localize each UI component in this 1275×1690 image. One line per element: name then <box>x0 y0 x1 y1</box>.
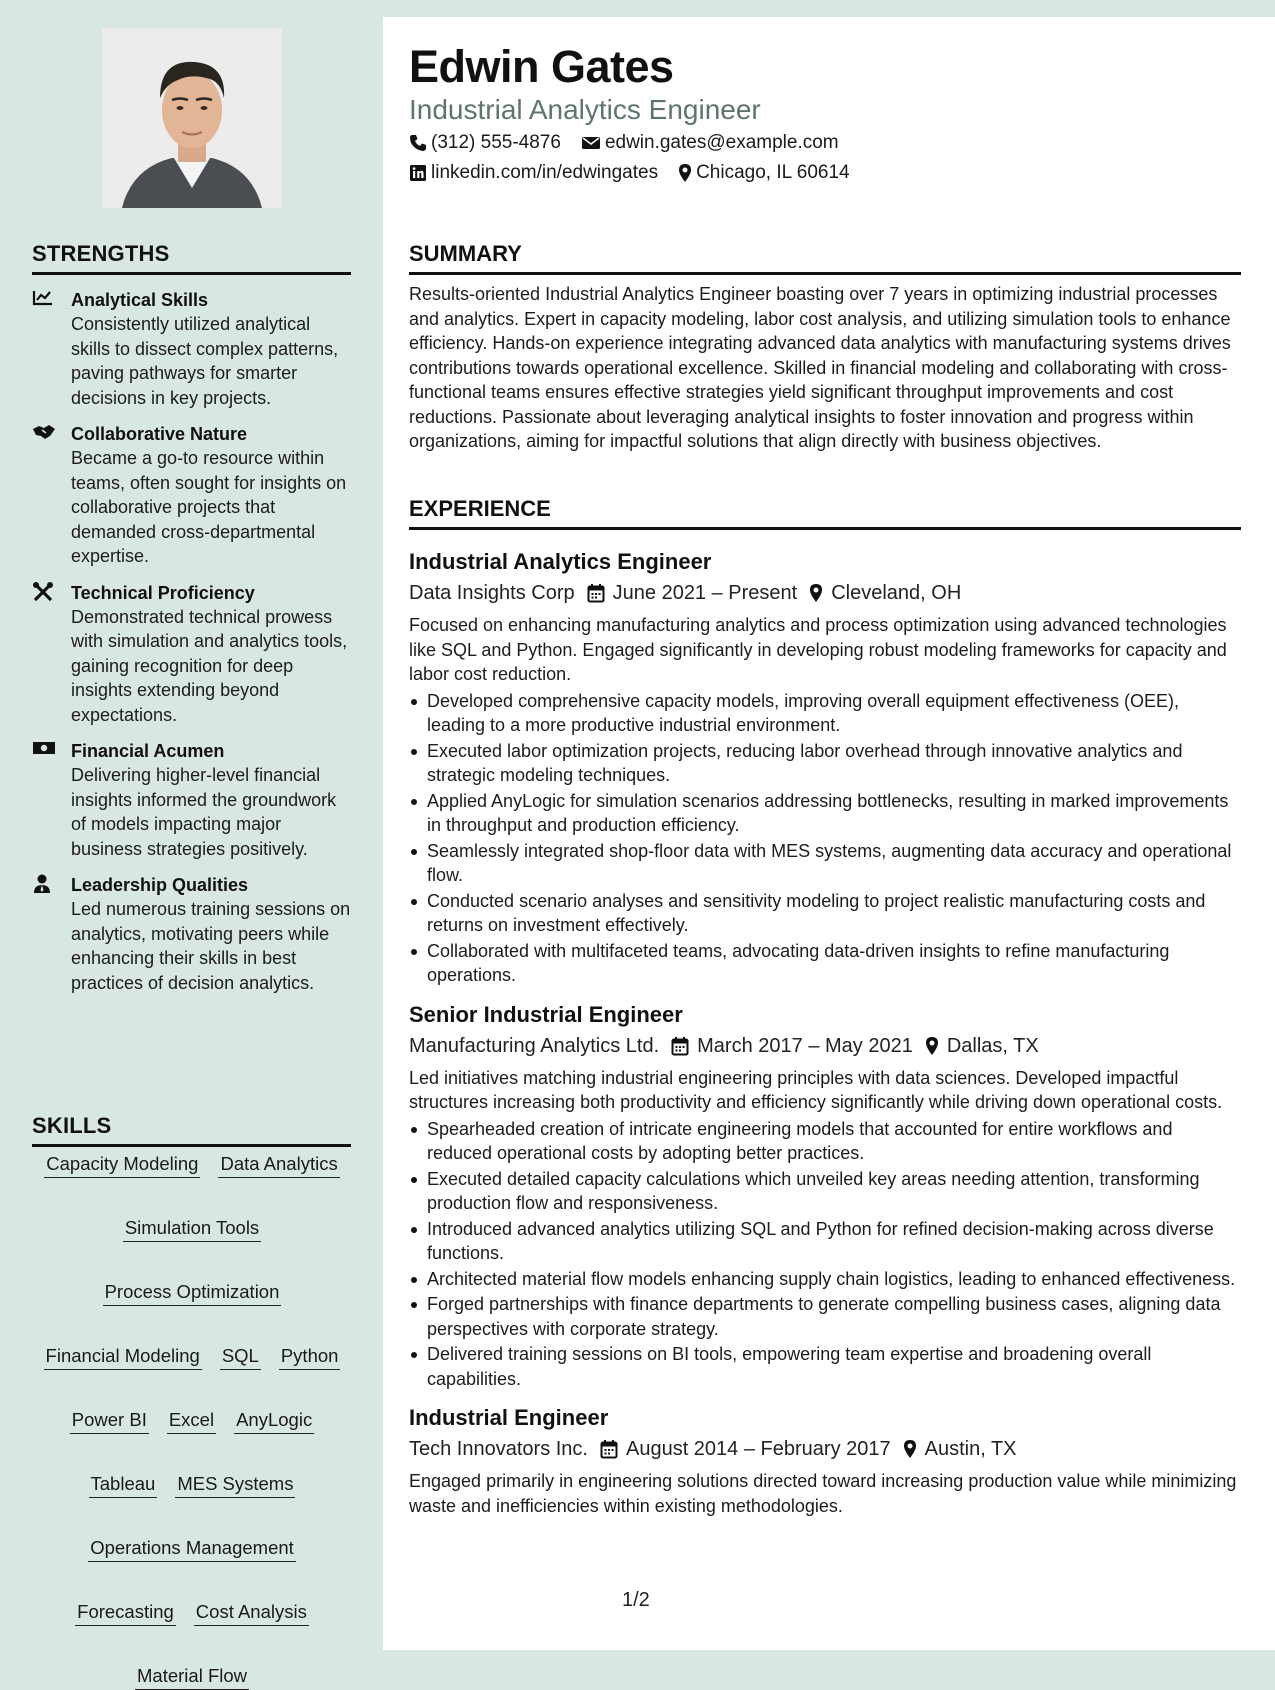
bullet-item: Executed detailed capacity calculations which unveiled key areas needing attention, transforming production flow and responsiveness. <box>409 1167 1241 1216</box>
strength-item <box>32 422 352 569</box>
calendar-icon <box>671 1036 689 1056</box>
bullet-item: Architected material flow models enhancing supply chain logistics, leading to enhanced effectiveness. <box>409 1267 1241 1292</box>
job-title: Industrial Engineer <box>409 1405 609 1430</box>
skill-tag: Simulation Tools <box>123 1216 261 1242</box>
skill-tag: Data Analytics <box>218 1152 339 1178</box>
job-title: Senior Industrial Engineer <box>409 1001 683 1027</box>
skill-tag: Power BI <box>70 1408 149 1434</box>
bullet-item: Conducted scenario analyses and sensitivity modeling to project realistic manufacturing costs and returns on investment effectively. <box>409 889 1241 938</box>
job-entry <box>409 1403 1241 1518</box>
strengths-list <box>32 288 352 1007</box>
job-dates: August 2014 – February 2017 <box>625 1438 891 1460</box>
email-contact[interactable] <box>581 132 839 154</box>
strength-title: Technical Proficiency <box>71 582 255 603</box>
skill-tag: Forecasting <box>75 1600 176 1626</box>
strength-description: Consistently utilized analytical skills to dissect complex patterns, paving pathways for smarter decisions in key projects. <box>71 314 339 408</box>
strength-title: Financial Acumen <box>71 741 225 761</box>
skill-tag: Material Flow <box>135 1664 249 1690</box>
bullet-item: Executed labor optimization projects, reducing labor overhead through innovative analytics and strategic modeling techniques. <box>409 739 1241 788</box>
page-number: 1/2 <box>622 1589 650 1611</box>
job-meta <box>409 1433 1241 1465</box>
strength-item <box>32 581 352 728</box>
job-bullets <box>409 689 1241 988</box>
linkedin-icon <box>409 164 427 182</box>
phone-contact[interactable] <box>409 132 561 154</box>
strengths-heading: STRENGTHS <box>32 241 351 275</box>
strength-title: Collaborative Nature <box>71 424 248 444</box>
tools-icon <box>32 582 56 602</box>
job-meta <box>409 577 1241 609</box>
envelope-icon <box>581 135 601 151</box>
job-summary: Engaged primarily in engineering solutions directed toward increasing production value while minimizing waste and inefficiencies within existing methodologies. <box>409 1471 1237 1516</box>
strength-item <box>32 739 352 861</box>
bullet-item: Forged partnerships with finance departments to generate compelling business cases, aligning data perspectives with corporate strategy. <box>409 1292 1241 1341</box>
strength-description: Delivering higher-level financial insights informed the groundwork of models impacting major business strategies positively. <box>71 765 337 859</box>
contact-row-2 <box>409 162 870 184</box>
job-summary: Led initiatives matching industrial engineering principles with data sciences. Developed impactful structures increasing both productivity and efficiency significantly while driving down operational costs. <box>409 1067 1223 1112</box>
candidate-name: Edwin Gates <box>409 41 674 92</box>
skills-list <box>32 1152 352 1690</box>
skill-tag: Excel <box>167 1408 216 1434</box>
bullet-item: Developed comprehensive capacity models, improving overall equipment effectiveness (OEE), leading to a more productive industrial environment. <box>409 689 1241 738</box>
map-marker-icon <box>678 163 692 183</box>
bullet-item: Applied AnyLogic for simulation scenarios addressing bottlenecks, resulting in marked improvements in throughput and production efficiency. <box>409 789 1241 838</box>
strength-description: Demonstrated technical prowess with simulation and analytics tools, gaining recognition for deep insights extending beyond expectations. <box>71 606 348 725</box>
job-entry <box>409 547 1241 988</box>
map-marker-icon <box>903 1439 917 1459</box>
skill-tag: MES Systems <box>175 1472 295 1498</box>
main-content <box>383 17 1275 1650</box>
job-company: Tech Innovators Inc. <box>409 1438 588 1460</box>
strength-title: Analytical Skills <box>71 290 209 310</box>
experience-list <box>409 547 1241 1530</box>
skill-tag: Capacity Modeling <box>44 1152 200 1178</box>
job-location: Cleveland, OH <box>831 582 962 604</box>
job-location-group <box>809 577 961 609</box>
strength-item <box>32 873 352 995</box>
skill-tag: SQL <box>220 1344 261 1370</box>
strength-description: Became a go-to resource within teams, often sought for insights on collaborative projects that demanded cross-departmental expertise. <box>71 448 347 566</box>
job-dates-group <box>587 577 798 609</box>
job-entry <box>409 1000 1241 1392</box>
contact-row-1 <box>409 132 859 154</box>
bullet-item: Collaborated with multifaceted teams, advocating data-driven insights to refine manufacturing operations. <box>409 939 1241 988</box>
job-dates-group <box>600 1433 891 1465</box>
experience-heading: EXPERIENCE <box>409 496 1241 530</box>
profile-photo <box>102 28 282 208</box>
bullet-item: Introduced advanced analytics utilizing SQL and Python for refined decision-making across diverse functions. <box>409 1217 1241 1266</box>
bullet-item: Delivered training sessions on BI tools, empowering team expertise and broadening overall capabilities. <box>409 1342 1241 1391</box>
skill-tag: Python <box>279 1344 341 1370</box>
skill-tag: Financial Modeling <box>44 1344 202 1370</box>
calendar-icon <box>587 583 605 603</box>
user-tie-icon <box>32 874 56 894</box>
job-summary: Focused on enhancing manufacturing analytics and process optimization using advanced technologies like SQL and Python. Engaged significantly in developing robust modeling frameworks for capacity and labor cost reduction. <box>409 615 1227 684</box>
job-location: Austin, TX <box>924 1438 1017 1460</box>
job-location-group <box>903 1433 1017 1465</box>
job-dates: March 2017 – May 2021 <box>697 1034 913 1057</box>
map-marker-icon <box>925 1036 939 1056</box>
job-company: Data Insights Corp <box>409 582 575 604</box>
job-location: Dallas, TX <box>946 1034 1039 1057</box>
job-dates-group <box>671 1030 913 1062</box>
strength-item <box>32 288 352 410</box>
money-bill-icon <box>32 740 56 760</box>
job-meta <box>409 1030 1241 1062</box>
strength-title: Leadership Qualities <box>71 875 249 895</box>
location-contact <box>678 162 850 184</box>
candidate-title: Industrial Analytics Engineer <box>409 94 761 125</box>
job-dates: June 2021 – Present <box>612 582 798 604</box>
skill-tag: Process Optimization <box>103 1280 282 1306</box>
email-address: edwin.gates@example.com <box>604 132 839 153</box>
job-bullets <box>409 1117 1241 1392</box>
job-title: Industrial Analytics Engineer <box>409 549 712 574</box>
sidebar <box>0 0 383 1686</box>
skill-tag: AnyLogic <box>234 1408 314 1434</box>
handshake-icon <box>32 423 56 443</box>
skill-tag: Tableau <box>89 1472 158 1498</box>
linkedin-url: linkedin.com/in/edwingates <box>431 162 659 183</box>
job-location-group <box>925 1030 1039 1062</box>
skill-tag: Cost Analysis <box>194 1600 309 1626</box>
calendar-icon <box>600 1439 618 1459</box>
phone-number: (312) 555-4876 <box>431 132 561 153</box>
bullet-item: Spearheaded creation of intricate engineering models that accounted for entire workflows and reduced operational costs by adopting better practices. <box>409 1117 1241 1166</box>
strength-description: Led numerous training sessions on analytics, motivating peers while enhancing their skills in best practices of decision analytics. <box>71 899 351 993</box>
phone-icon <box>409 134 427 152</box>
skill-tag: Operations Management <box>88 1536 296 1562</box>
job-company: Manufacturing Analytics Ltd. <box>409 1034 660 1057</box>
linkedin-contact[interactable] <box>409 162 658 184</box>
location-text: Chicago, IL 60614 <box>696 162 850 183</box>
chart-line-icon <box>32 289 56 309</box>
summary-heading: SUMMARY <box>409 241 1241 275</box>
summary-text: Results-oriented Industrial Analytics Engineer boasting over 7 years in optimizing industrial processes and analytics. Expert in capacity modeling, labor cost analysis, and utilizing simulation tools to enhance efficiency. Hands-on experience integrating advanced data analytics with manufacturing systems drives contributions towards operational excellence. Skilled in financial modeling and collaborating with cross-functional teams ensures effective strategies yield significant throughput improvements and cost reductions. Passionate about leveraging analytical insights to foster innovation and progress within organizations, aiming for impactful solutions that align directly with business objectives. <box>409 284 1231 451</box>
skills-heading: SKILLS <box>32 1113 351 1147</box>
map-marker-icon <box>809 583 823 603</box>
bullet-item: Seamlessly integrated shop-floor data with MES systems, augmenting data accuracy and operational flow. <box>409 839 1241 888</box>
